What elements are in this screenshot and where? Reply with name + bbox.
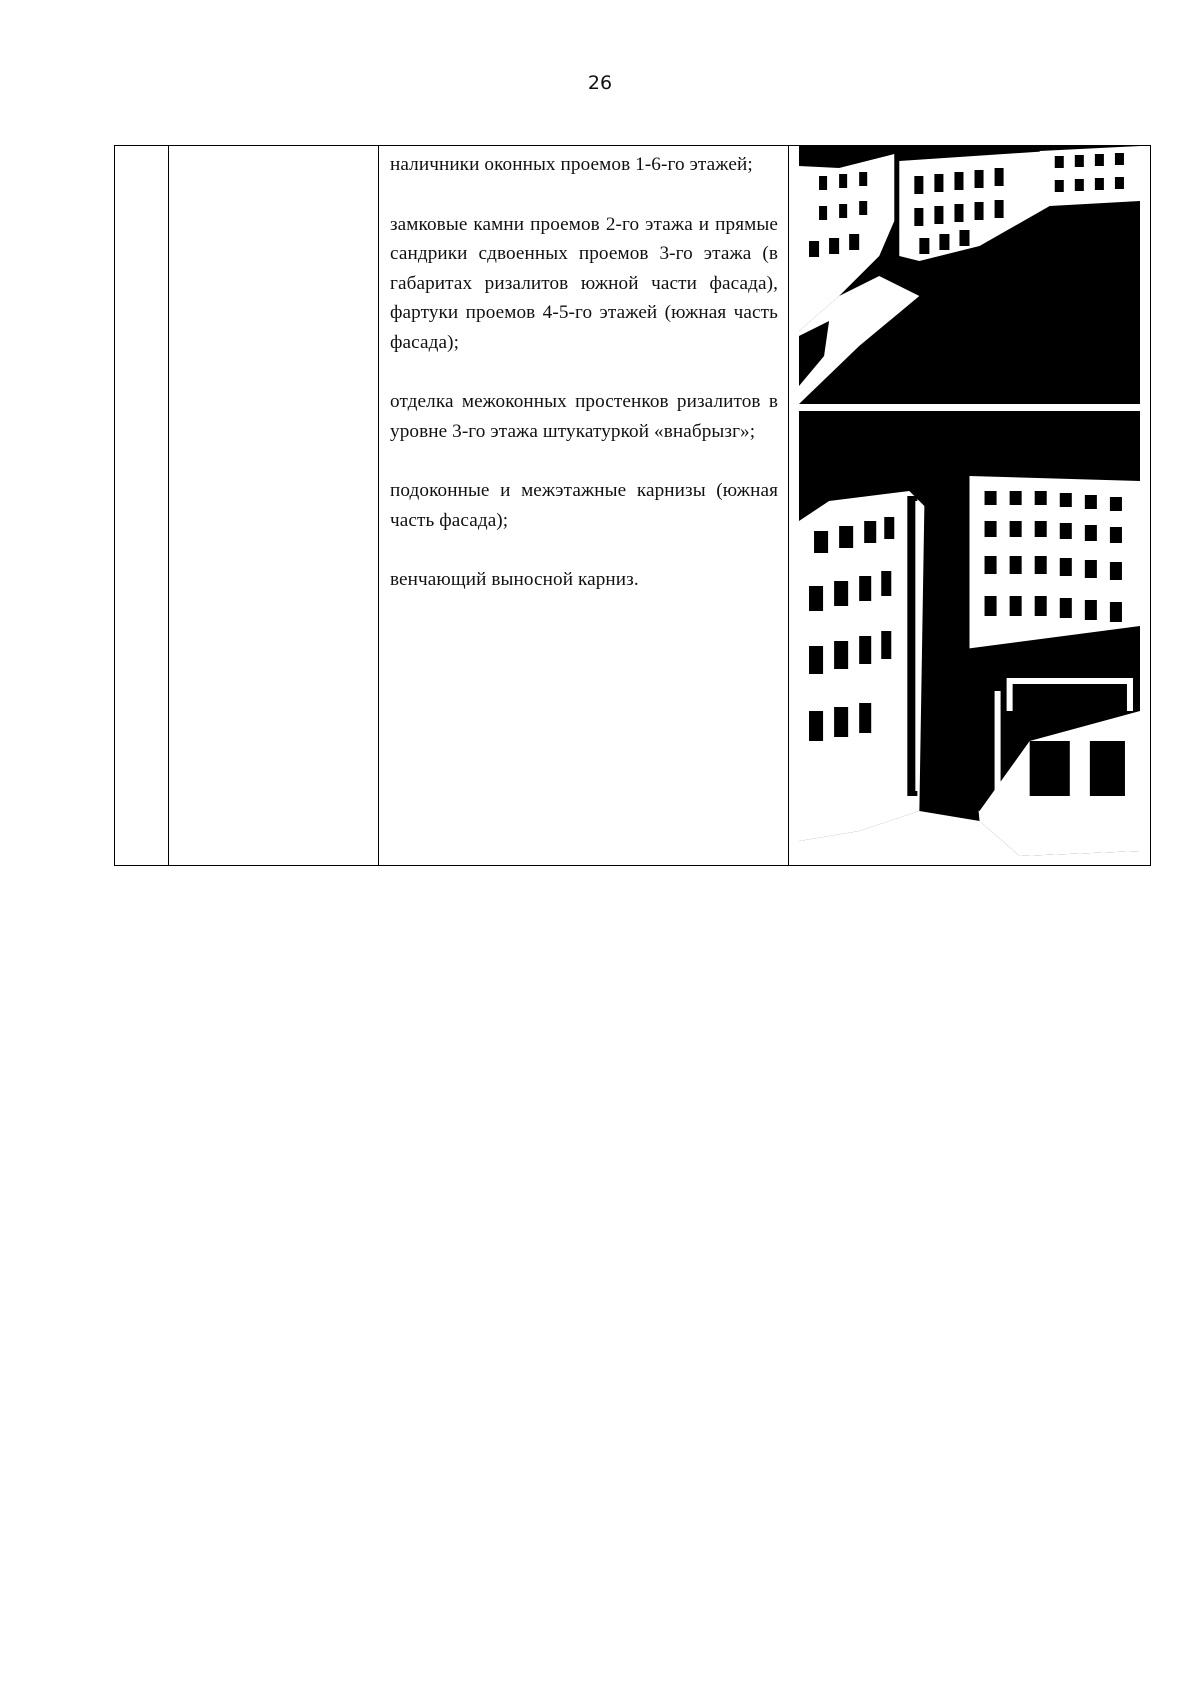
list-item: венчающий выносной карниз.	[390, 569, 639, 590]
table-cell-number	[115, 146, 169, 865]
list-item: подоконные и межэтажные карнизы (южная часть фасада);	[390, 480, 778, 531]
page-number: 26	[587, 72, 613, 94]
table-cell-name	[169, 146, 379, 865]
list-item: замковые камни проемов 2-го этажа и прямые сандрики сдвоенных проемов 3-го этажа (в габаритах ризалитов южной части фасада), фартуки проемов 4-5-го этажей (южная часть фасада);	[390, 213, 778, 353]
table-cell-description	[379, 146, 789, 865]
table-cell-photos	[789, 146, 1150, 865]
features-table	[114, 145, 1151, 866]
list-item: отделка межоконных простенков ризалитов в уровне 3-го этажа штукатуркой «внабрызг»;	[390, 391, 778, 442]
list-item: наличники оконных проемов 1-6-го этажей;	[390, 154, 753, 175]
facade-photo-bottom	[799, 411, 1140, 863]
facade-photo-top	[799, 146, 1140, 404]
